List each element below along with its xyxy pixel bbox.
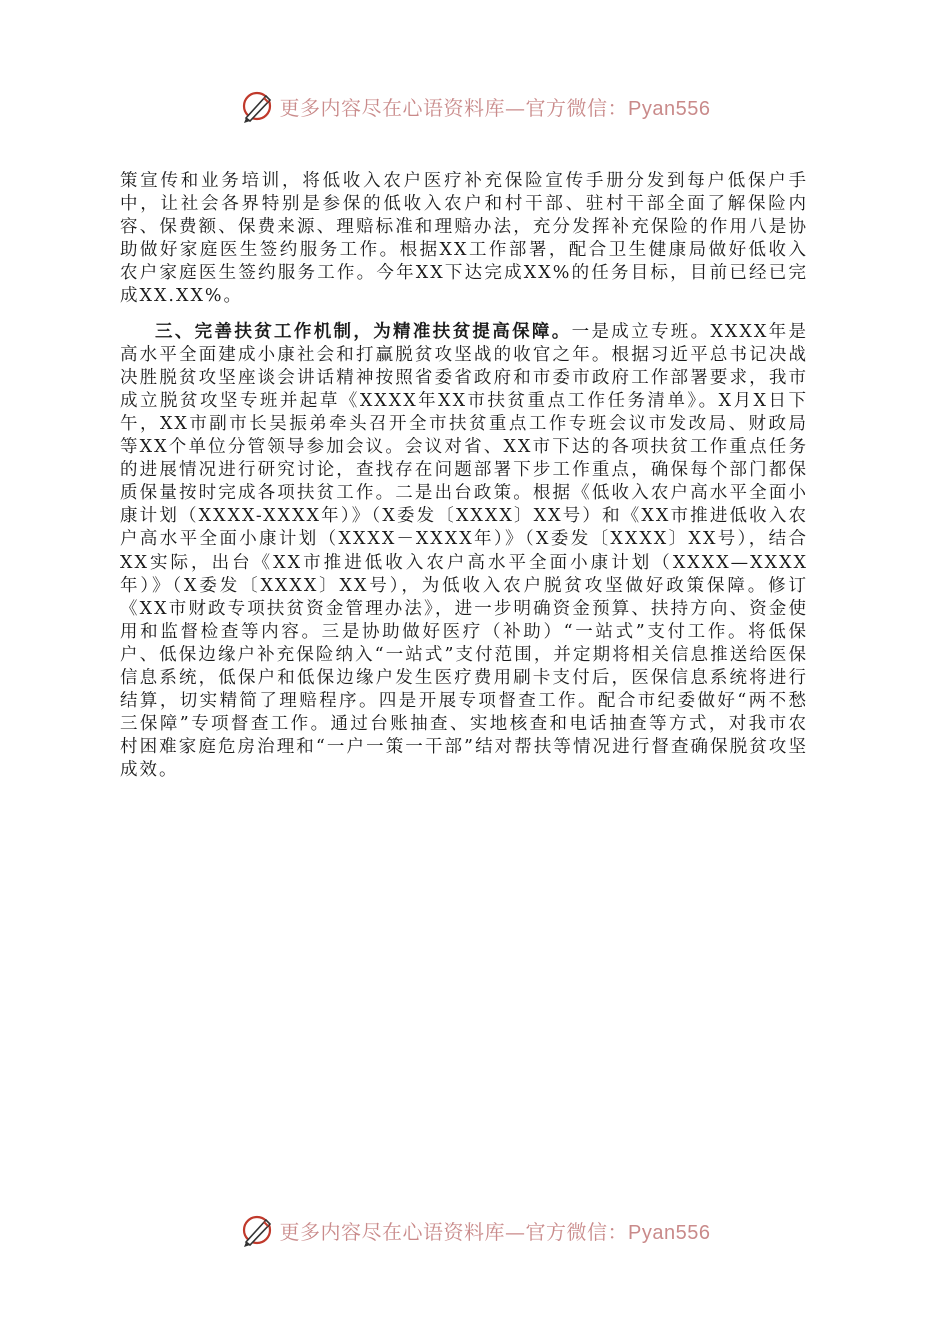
watermark-banner-bottom (0, 1208, 950, 1252)
paragraph-1-body: 策宣传和业务培训，将低收入农户医疗补充保险宣传手册分发到每户低保户手中，让社会各界特别是参保的低收入农户和村干部、驻村干部全面了解保险内容、保费额、保费来源、理赔标准和理赔办法，充分发挥补充保险的作用八是协助做好家庭医生签约服务工作。根据XX工作部署，配合卫生健康局做好低收入农户家庭医生签约服务工作。今年XX下达完成XX%的任务目标，目前已经已完成XX.XX%。 (120, 171, 808, 307)
section-heading: 三、完善扶贫工作机制，为精准扶贫提高保障。 (155, 321, 572, 342)
document-body (120, 170, 808, 782)
paragraph-2 (120, 321, 808, 783)
pen-logo-icon (240, 1212, 276, 1248)
paragraph-2-body: 一是成立专班。XXXX年是高水平全面建成小康社会和打赢脱贫攻坚战的收官之年。根据习近平总书记决战决胜脱贫攻坚座谈会讲话精神按照省委省政府和市委市政府工作部署要求，我市成立脱贫攻坚专班并起草《XXXX年XX市扶贫重点工作任务清单》。X月X日下午，XX市副市长吴振弟牵头召开全市扶贫重点工作专班会议市发改局、财政局等XX个单位分管领导参加会议。会议对省、XX市下达的各项扶贫工作重点任务的进展情况进行研究讨论，查找存在问题部署下步工作重点，确保每个部门都保质保量按时完成各项扶贫工作。二是出台政策。根据《低收入农户高水平全面小康计划（XXXX-XXXX年）》（X委发〔XXXX〕XX号）和《XX市推进低收入农户高水平全面小康计划（XXXX－XXXX年）》（X委发〔XXXX〕XX号），结合XX实际，出台《XX市推进低收入农户高水平全面小康计划（XXXX—XXXX年）》（X委发〔XXXX〕XX号），为低收入农户脱贫攻坚做好政策保障。修订《XX市财政专项扶贫资金管理办法》，进一步明确资金预算、扶持方向、资金使用和监督检查等内容。三是协助做好医疗（补助）“一站式”支付工作。将低保户、低保边缘户补充保险纳入“一站式”支付范围，并定期将相关信息推送给医保信息系统，低保户和低保边缘户发生医疗费用刷卡支付后，医保信息系统将进行结算，切实精简了理赔程序。四是开展专项督查工作。配合市纪委做好“两不愁三保障”专项督查工作。通过台账抽查、实地核查和电话抽查等方式，对我市农村困难家庭危房治理和“一户一策一干部”结对帮扶等情况进行督查确保脱贫攻坚成效。 (120, 321, 808, 781)
watermark-banner-top (0, 84, 950, 128)
watermark-text: 更多内容尽在心语资料库—官方微信：Pyan556 (279, 1219, 711, 1244)
paragraph-1 (120, 170, 808, 309)
watermark-text: 更多内容尽在心语资料库—官方微信：Pyan556 (279, 95, 711, 120)
pen-logo-icon (240, 88, 276, 124)
